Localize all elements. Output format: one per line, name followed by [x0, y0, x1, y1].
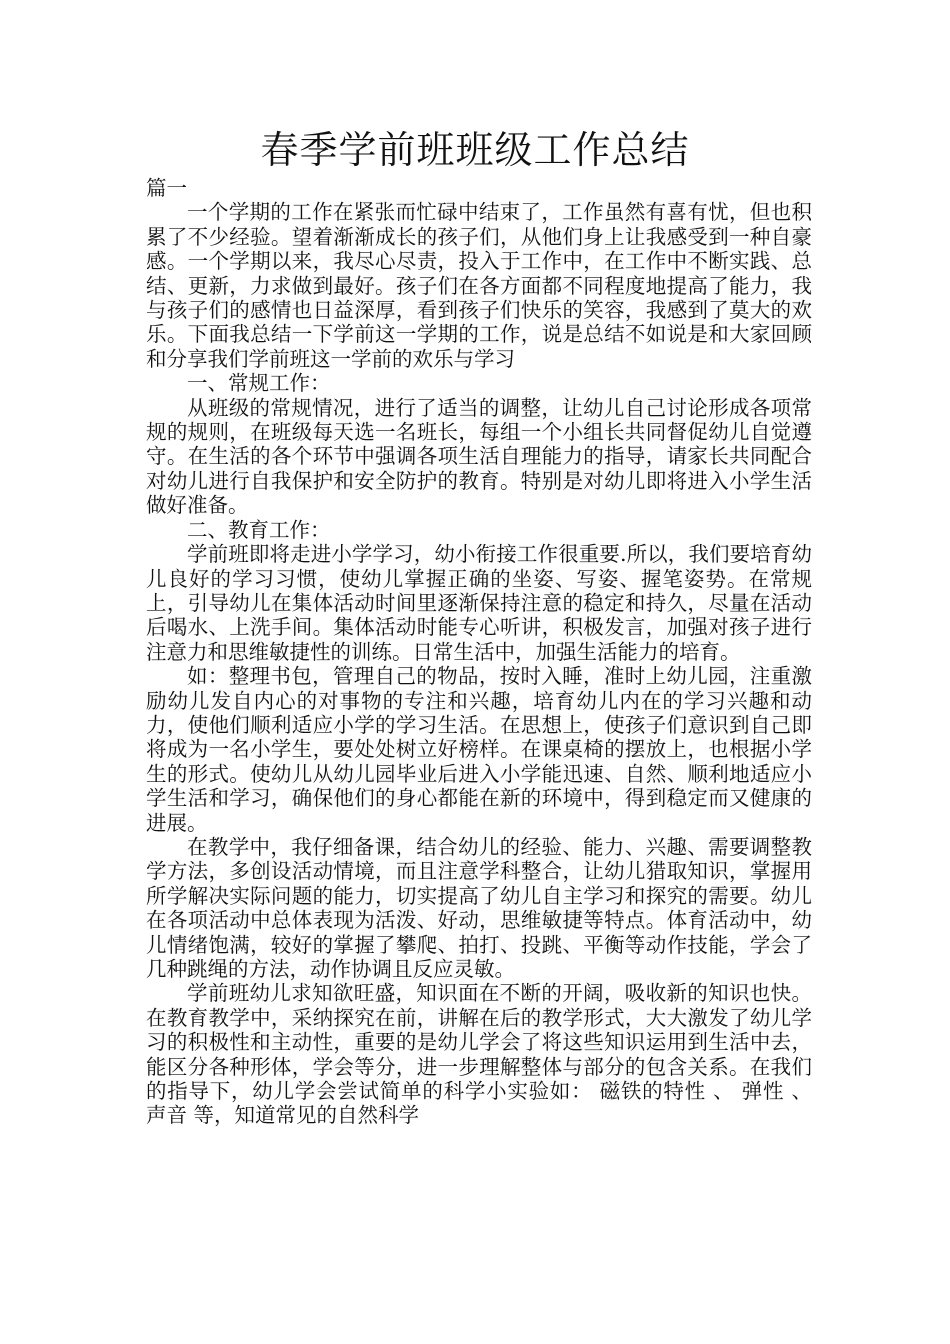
paragraph-teaching: 在教学中，我仔细备课，结合幼儿的经验、能力、兴趣、需要调整教学方法，多创设活动情境，而且注意学科整合，让幼儿猎取知识，掌握用所学解决实际问题的能力，切实提高了幼儿自主学习和探究的需要。幼儿在各项活动中总体表现为活泼、好动，思维敏捷等特点。体育活动中，幼儿情绪饱满，较好的掌握了攀爬、拍打、投跳、平衡等动作技能，学会了几种跳绳的方法，动作协调且反应灵敏。 [146, 834, 812, 981]
document-body [146, 176, 812, 1128]
paragraph-education-2: 如：整理书包，管理自己的物品，按时入睡，准时上幼儿园，注重激励幼儿发自内心的对事物的专注和兴趣，培育幼儿内在的学习兴趣和动力，使他们顺利适应小学的学习生活。在思想上，使孩子们意识到自己即将成为一名小学生，要处处树立好榜样。在课桌椅的摆放上，也根据小学生的形式。使幼儿从幼儿园毕业后进入小学能迅速、自然、顺利地适应小学生活和学习，确保他们的身心都能在新的环境中，得到稳定而又健康的进展。 [146, 664, 812, 835]
document-title: 春季学前班班级工作总结 [260, 128, 690, 172]
paragraph-curiosity: 学前班幼儿求知欲旺盛，知识面在不断的开阔，吸收新的知识也快。在教育教学中，采纳探究在前，讲解在后的教学形式，大大激发了幼儿学习的积极性和主动性，重要的是幼儿学会了将这些知识运用到生活中去，能区分各种形体，学会等分，进一步理解整体与部分的包含关系。在我们的指导下，幼儿学会尝试简单的科学小实验如： 磁铁的特性 、 弹性 、 声音 等，知道常见的自然科学 [146, 981, 812, 1128]
section-label: 篇一 [146, 176, 187, 200]
heading-routine-work: 一、常规工作： [187, 371, 331, 396]
paragraph-routine: 从班级的常规情况，进行了适当的调整，让幼儿自己讨论形成各项常规的规则，在班级每天选一名班长，每组一个小组长共同督促幼儿自觉遵守。在生活的各个环节中强调各项生活自理能力的指导，请家长共同配合对幼儿进行自我保护和安全防护的教育。特别是对幼儿即将进入小学生活做好准备。 [146, 395, 812, 518]
paragraph-intro: 一个学期的工作在紧张而忙碌中结束了，工作虽然有喜有忧，但也积累了不少经验。望着渐渐成长的孩子们，从他们身上让我感受到一种自豪感。一个学期以来，我尽心尽责，投入于工作中，在工作中不断实践、总结、更新，力求做到最好。孩子们在各方面都不同程度地提高了能力，我与孩子们的感情也日益深厚，看到孩子们快乐的笑容，我感到了莫大的欢乐。下面我总结一下学前这一学期的工作，说是总结不如说是和大家回顾和分享我们学前班这一学前的欢乐与学习 [146, 200, 812, 371]
paragraph-education-1: 学前班即将走进小学学习，幼小衔接工作很重要.所以，我们要培育幼儿良好的学习习惯，使幼儿掌握正确的坐姿、写姿、握笔姿势。在常规上，引导幼儿在集体活动时间里逐渐保持注意的稳定和持久，尽量在活动后喝水、上洗手间。集体活动时能专心听讲，积极发言，加强对孩子进行注意力和思维敏捷性的训练。日常生活中，加强生活能力的培育。 [146, 542, 812, 664]
heading-education-work: 二、教育工作： [187, 517, 331, 542]
